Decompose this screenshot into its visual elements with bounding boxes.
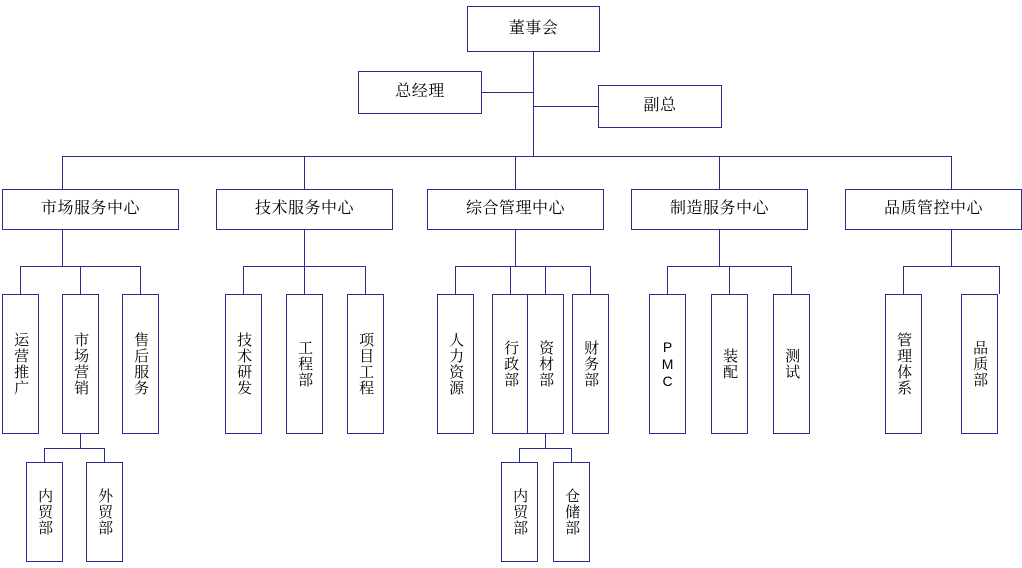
- connector-admin-bus: [455, 266, 590, 267]
- connector-market-down: [62, 230, 63, 266]
- node-market-aftersales: 售后服务: [122, 294, 159, 434]
- connector-board-trunk: [533, 52, 534, 156]
- node-deputy-general-manager: 副总: [598, 85, 722, 128]
- node-mfg-testing: 测试: [773, 294, 810, 434]
- connector-materials-to-domestic: [519, 448, 520, 462]
- connector-manufacture-to-testing: [791, 266, 792, 294]
- connector-admin-to-finance: [590, 266, 591, 294]
- node-market-operation: 运营推广: [2, 294, 39, 434]
- connector-bus-to-admin: [515, 156, 516, 189]
- node-general-manager: 总经理: [358, 71, 482, 114]
- node-center-tech: 技术服务中心: [216, 189, 393, 230]
- node-admin-hr: 人力资源: [437, 294, 474, 434]
- connector-materials-to-warehouse: [571, 448, 572, 462]
- connector-bus-to-manufacture: [719, 156, 720, 189]
- connector-market-to-aftersales: [140, 266, 141, 294]
- node-mfg-pmc: PMC: [649, 294, 686, 434]
- connector-marketing-to-foreign: [104, 448, 105, 462]
- connector-market-to-operation: [20, 266, 21, 294]
- node-tech-rd: 技术研发: [225, 294, 262, 434]
- node-quality-department: 品质部: [961, 294, 998, 434]
- connector-tech-to-rd: [243, 266, 244, 294]
- node-center-quality: 品质管控中心: [845, 189, 1022, 230]
- node-admin-warehouse: 仓储部: [553, 462, 590, 562]
- connector-marketing-bus: [44, 448, 104, 449]
- connector-manufacture-to-assembly: [729, 266, 730, 294]
- connector-manufacture-down: [719, 230, 720, 266]
- node-market-foreign-trade: 外贸部: [86, 462, 123, 562]
- connector-tech-down: [304, 230, 305, 266]
- connector-admin-to-administration: [510, 266, 511, 294]
- connector-deputy-trunk: [533, 106, 598, 107]
- connector-marketing-down: [80, 434, 81, 448]
- connector-tech-to-project: [365, 266, 366, 294]
- node-market-marketing: 市场营销: [62, 294, 99, 434]
- connector-materials-bus: [519, 448, 571, 449]
- connector-tech-to-engineering: [304, 266, 305, 294]
- connector-manufacture-to-pmc: [667, 266, 668, 294]
- connector-quality-down: [951, 230, 952, 266]
- connector-quality-to-department: [999, 266, 1000, 294]
- connector-gm-trunk: [482, 92, 533, 93]
- connector-marketing-to-domestic: [44, 448, 45, 462]
- node-board: 董事会: [467, 6, 600, 52]
- connector-admin-to-materials: [545, 266, 546, 294]
- node-center-market: 市场服务中心: [2, 189, 179, 230]
- node-admin-materials: 资材部: [527, 294, 564, 434]
- connector-admin-to-hr: [455, 266, 456, 294]
- connector-bus-to-tech: [304, 156, 305, 189]
- node-mfg-assembly: 装配: [711, 294, 748, 434]
- connector-materials-down: [545, 434, 546, 448]
- connector-market-to-marketing: [80, 266, 81, 294]
- node-tech-engineering: 工程部: [286, 294, 323, 434]
- node-center-admin: 综合管理中心: [427, 189, 604, 230]
- node-center-manufacture: 制造服务中心: [631, 189, 808, 230]
- connector-bus-to-market: [62, 156, 63, 189]
- connector-quality-bus: [903, 266, 999, 267]
- node-admin-finance: 财务部: [572, 294, 609, 434]
- connector-quality-to-system: [903, 266, 904, 294]
- connector-centers-bus: [62, 156, 951, 157]
- connector-bus-to-quality: [951, 156, 952, 189]
- node-admin-administration: 行政部: [492, 294, 529, 434]
- connector-admin-down: [515, 230, 516, 266]
- node-market-domestic-trade: 内贸部: [26, 462, 63, 562]
- node-quality-system: 管理体系: [885, 294, 922, 434]
- node-tech-project: 项目工程: [347, 294, 384, 434]
- node-admin-domestic-trade: 内贸部: [501, 462, 538, 562]
